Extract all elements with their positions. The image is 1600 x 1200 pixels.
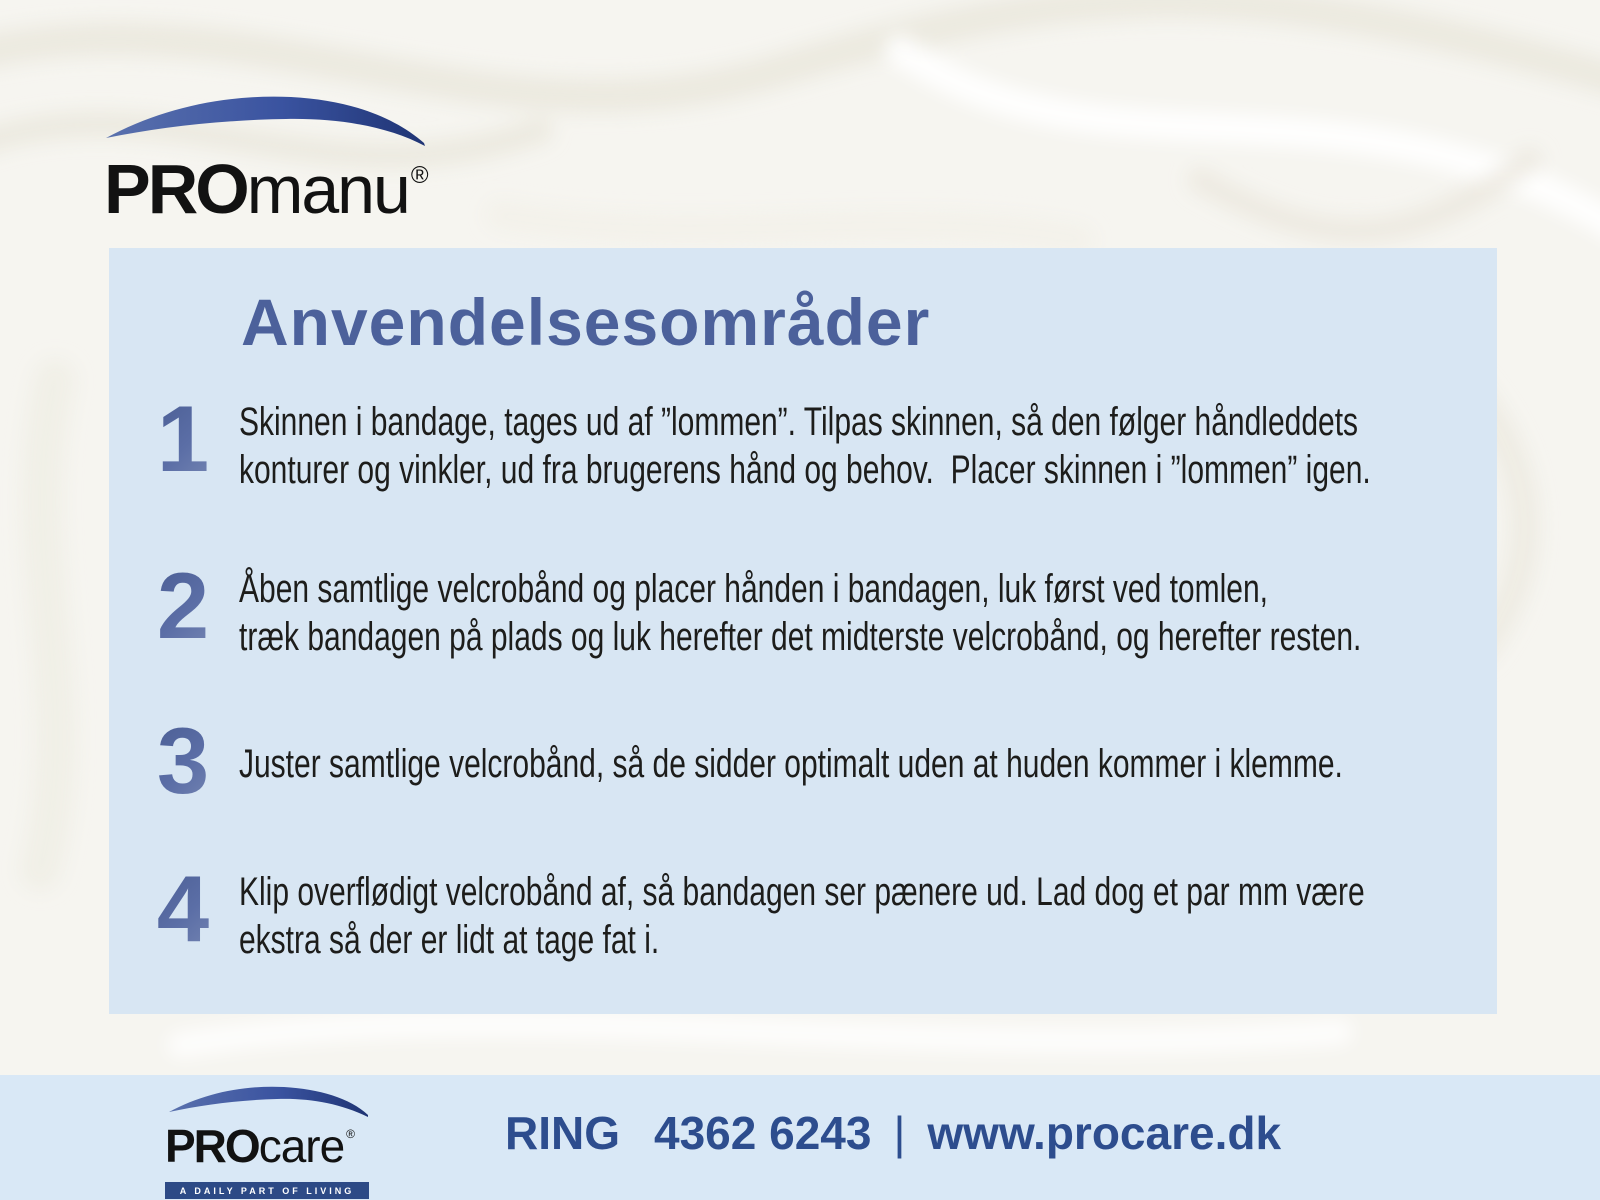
step-text (239, 740, 1343, 788)
step-number: 4 (137, 862, 229, 956)
step-number: 2 (137, 559, 229, 653)
step-text-line: Skinnen i bandage, tages ud af ”lommen”. Tilpas skinnen, så den følger håndleddets (239, 400, 1359, 444)
step-text-line: ekstra så der er lidt at tage fat i. (239, 918, 660, 962)
procare-wordmark-light: care (258, 1120, 345, 1172)
procare-wordmark (165, 1112, 375, 1180)
separator: | (893, 1107, 906, 1159)
phone-number: 4362 6243 (654, 1107, 872, 1159)
step-text (239, 565, 1361, 661)
promanu-wordmark-bold: PRO (104, 150, 247, 228)
promanu-wordmark (104, 145, 429, 240)
promanu-swoosh-icon (106, 94, 426, 149)
contact-line (505, 1105, 1281, 1161)
step-text-line: træk bandagen på plads og luk herefter det midterste velcrobånd, og herefter resten. (239, 615, 1362, 659)
step-text (239, 868, 1365, 964)
promanu-logo (104, 94, 429, 240)
step-text-line: konturer og vinkler, ud fra brugerens hånd og behov. Placer skinnen i ”lommen” igen. (239, 448, 1371, 492)
step-item (137, 386, 1600, 494)
instruction-panel (109, 248, 1497, 1014)
step-item (137, 553, 1600, 661)
step-number: 1 (137, 392, 229, 486)
step-text-line: Juster samtlige velcrobånd, så de sidder optimalt uden at huden kommer i klemme. (239, 742, 1343, 786)
registered-trademark-symbol: ® (410, 162, 429, 189)
website-url: www.procare.dk (927, 1107, 1282, 1159)
procare-tagline: A DAILY PART OF LIVING (179, 1185, 355, 1196)
step-item (137, 856, 1600, 964)
step-text-line: Åben samtlige velcrobånd og placer hånden i bandagen, luk først ved tomlen, (239, 567, 1268, 611)
page-title: Anvendelsesområder (241, 285, 931, 359)
procare-logo (165, 1085, 375, 1199)
promanu-wordmark-light: manu (246, 152, 409, 228)
step-text-line: Klip overflødigt velcrobånd af, så bandagen ser pænere ud. Lad dog et par mm være (239, 870, 1365, 914)
call-label: RING (505, 1107, 620, 1159)
procare-registered-symbol: ® (346, 1127, 356, 1141)
footer-bar (0, 1075, 1600, 1200)
procare-wordmark-bold: PRO (165, 1120, 259, 1172)
step-number: 3 (137, 714, 229, 808)
step-item (137, 708, 1600, 813)
step-text (239, 398, 1371, 494)
procare-tagline-bar (165, 1182, 369, 1199)
